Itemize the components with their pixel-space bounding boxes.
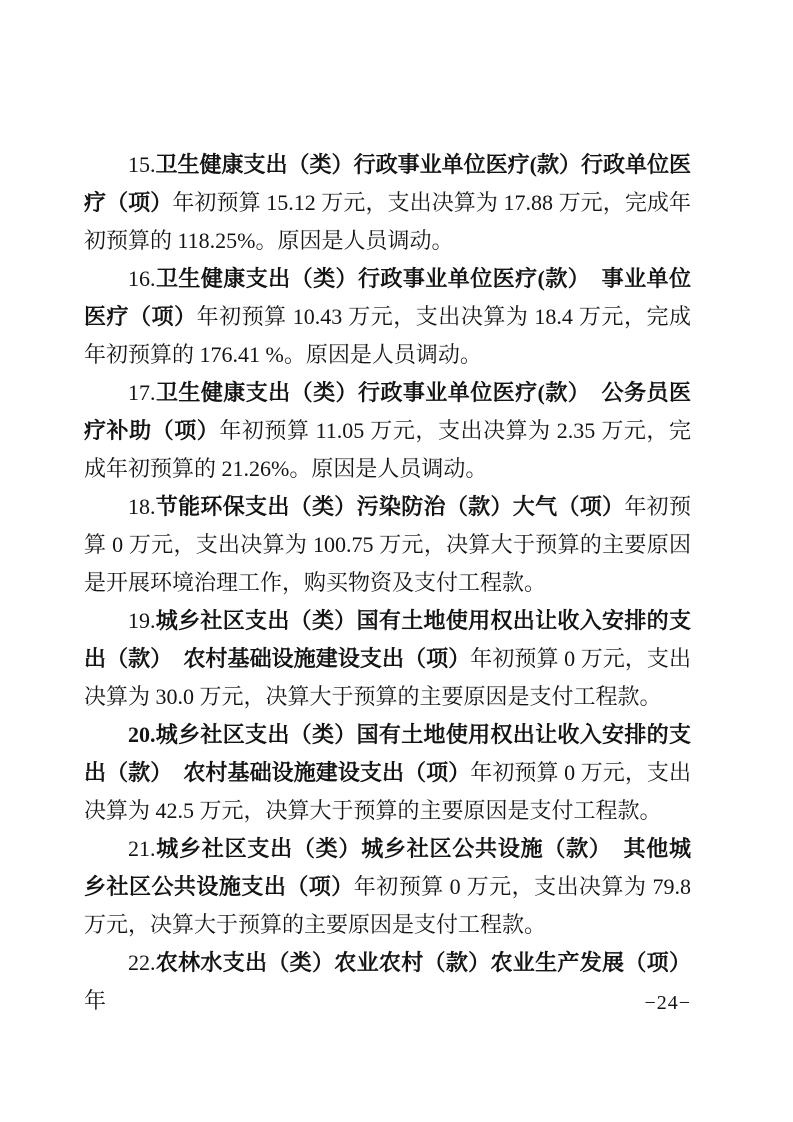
paragraph-body: 年初预算 15.12 万元，支出决算为 17.88 万元，完成年初预算的 118.25%。原因是人员调动。	[84, 190, 691, 253]
paragraph-number: 21.	[128, 836, 156, 861]
paragraph-number: 18.	[128, 494, 156, 519]
page-number: −24−	[644, 992, 691, 1014]
paragraph-item-18	[84, 488, 691, 602]
budget-category-heading: 卫生健康支出（类）行政事业单位医疗(款）行政单位医疗（项）	[84, 152, 691, 215]
budget-category-heading: 城乡社区支出（类）国有土地使用权出让收入安排的支出（款） 农村基础设施建设支出（项）	[84, 608, 691, 671]
paragraph-body: 年初预算 0 万元，支出决算为 100.75 万元，决算大于预算的主要原因是开展环境治理工作，购买物资及支付工程款。	[84, 494, 691, 595]
paragraph-number: 20.	[128, 722, 156, 747]
budget-category-heading: 卫生健康支出（类）行政事业单位医疗(款） 公务员医疗补助（项）	[84, 380, 691, 443]
paragraph-number: 19.	[128, 608, 156, 633]
paragraph-body: 年初预算 11.05 万元，支出决算为 2.35 万元，完成年初预算的 21.26%。原因是人员调动。	[84, 418, 691, 481]
budget-category-heading: 城乡社区支出（类）国有土地使用权出让收入安排的支出（款） 农村基础设施建设支出（项）	[84, 722, 691, 785]
paragraph-body: 年初预算 0 万元，支出决算为 42.5 万元，决算大于预算的主要原因是支付工程款。	[84, 760, 691, 823]
paragraph-item-20	[84, 716, 691, 830]
paragraph-body: 年	[84, 988, 107, 1013]
budget-category-heading: 城乡社区支出（类）城乡社区公共设施（款） 其他城乡社区公共设施支出（项）	[84, 836, 691, 899]
paragraph-number: 22.	[128, 950, 156, 975]
paragraph-number: 17.	[128, 380, 156, 405]
paragraph-body: 年初预算 10.43 万元，支出决算为 18.4 万元，完成年初预算的 176.41 %。原因是人员调动。	[84, 304, 691, 367]
paragraph-item-22	[84, 944, 691, 1020]
paragraph-item-19	[84, 602, 691, 716]
budget-category-heading: 卫生健康支出（类）行政事业单位医疗(款） 事业单位医疗（项）	[84, 266, 691, 329]
document-text-block	[84, 146, 691, 1020]
paragraph-item-15	[84, 146, 691, 260]
paragraph-item-17	[84, 374, 691, 488]
budget-category-heading: 节能环保支出（类）污染防治（款）大气（项）	[155, 494, 625, 519]
paragraph-number: 16.	[128, 266, 156, 291]
budget-category-heading: 农林水支出（类）农业农村（款）农业生产发展（项）	[155, 950, 691, 975]
paragraph-number: 15.	[128, 152, 156, 177]
paragraph-item-21	[84, 830, 691, 944]
paragraph-item-16	[84, 260, 691, 374]
paragraph-body: 年初预算 0 万元，支出决算为 79.8 万元，决算大于预算的主要原因是支付工程款。	[84, 874, 691, 937]
paragraph-body: 年初预算 0 万元，支出决算为 30.0 万元，决算大于预算的主要原因是支付工程款。	[84, 646, 691, 709]
